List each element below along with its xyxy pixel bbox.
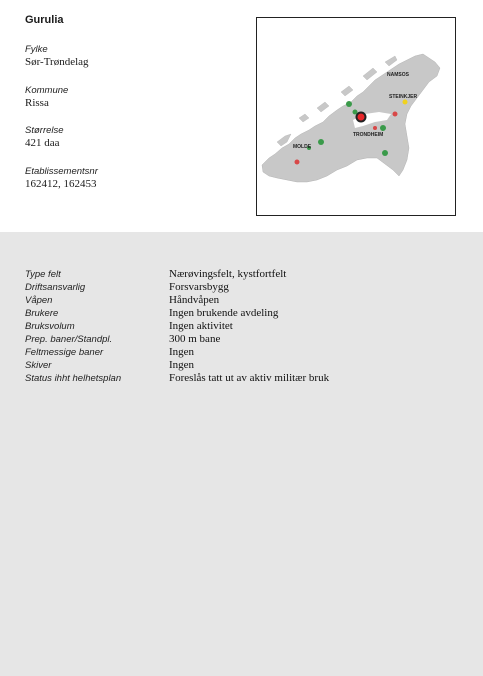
details-row: [25, 294, 329, 307]
details-label: Driftsansvarlig: [25, 282, 86, 293]
details-label: Våpen: [25, 295, 53, 306]
map-graphic: [257, 18, 455, 215]
details-label: Skiver: [25, 360, 52, 371]
details-table: [25, 268, 329, 385]
map-label-trondheim: TRONDHEIM: [353, 132, 384, 138]
trondelag-land: [262, 54, 440, 182]
location-map: [256, 17, 456, 216]
details-row: [25, 346, 329, 359]
page-title: Gurulia: [25, 14, 64, 26]
storrelse-field: [25, 125, 64, 149]
kommune-label: Kommune: [25, 85, 69, 96]
etablissement-label: Etablissementsnr: [25, 166, 98, 177]
red-marker: [295, 160, 300, 165]
details-value: 300 m bane: [169, 333, 221, 345]
details-row: [25, 333, 329, 346]
fylke-field: [25, 44, 89, 68]
green-marker: [382, 150, 388, 156]
green-marker: [380, 125, 386, 131]
kommune-field: [25, 85, 68, 109]
green-marker: [346, 101, 352, 107]
details-label: Brukere: [25, 308, 59, 319]
details-value: Foreslås tatt ut av aktiv militær bruk: [169, 372, 330, 384]
details-row: [25, 268, 329, 281]
etablissement-value: 162412, 162453: [25, 178, 97, 190]
details-row: [25, 281, 329, 294]
details-row: [25, 372, 329, 385]
details-row: [25, 307, 329, 320]
details-label: Prep. baner/Standpl.: [25, 334, 113, 345]
etablissement-field: [25, 166, 98, 190]
map-label-molde: MOLDE: [293, 144, 312, 150]
details-value: Ingen brukende avdeling: [169, 307, 279, 319]
fylke-value: Sør-Trøndelag: [25, 56, 89, 68]
red-marker: [373, 126, 377, 130]
details-value: Ingen aktivitet: [169, 320, 233, 332]
kommune-value: Rissa: [25, 97, 49, 109]
yellow-marker: [403, 100, 408, 105]
selected-location-marker: [357, 113, 366, 122]
fylke-label: Fylke: [25, 44, 48, 55]
header-section: [0, 0, 483, 232]
details-label: Feltmessige baner: [25, 347, 104, 358]
details-value: Ingen: [169, 359, 195, 371]
details-value: Forsvarsbygg: [169, 281, 229, 293]
details-value: Håndvåpen: [169, 294, 220, 306]
details-row: [25, 359, 329, 372]
red-marker: [393, 112, 398, 117]
details-label: Status ihht helhetsplan: [25, 373, 122, 384]
map-label-steinkjer: STEINKJER: [389, 94, 418, 100]
storrelse-label: Størrelse: [25, 125, 64, 136]
storrelse-value: 421 daa: [25, 137, 60, 149]
details-label: Bruksvolum: [25, 321, 75, 332]
details-value: Ingen: [169, 346, 195, 358]
map-label-namsos: NAMSOS: [387, 72, 409, 78]
green-marker: [318, 139, 324, 145]
details-row: [25, 320, 329, 333]
details-label: Type felt: [25, 269, 61, 280]
details-value: Nærøvingsfelt, kystfortfelt: [169, 268, 287, 280]
